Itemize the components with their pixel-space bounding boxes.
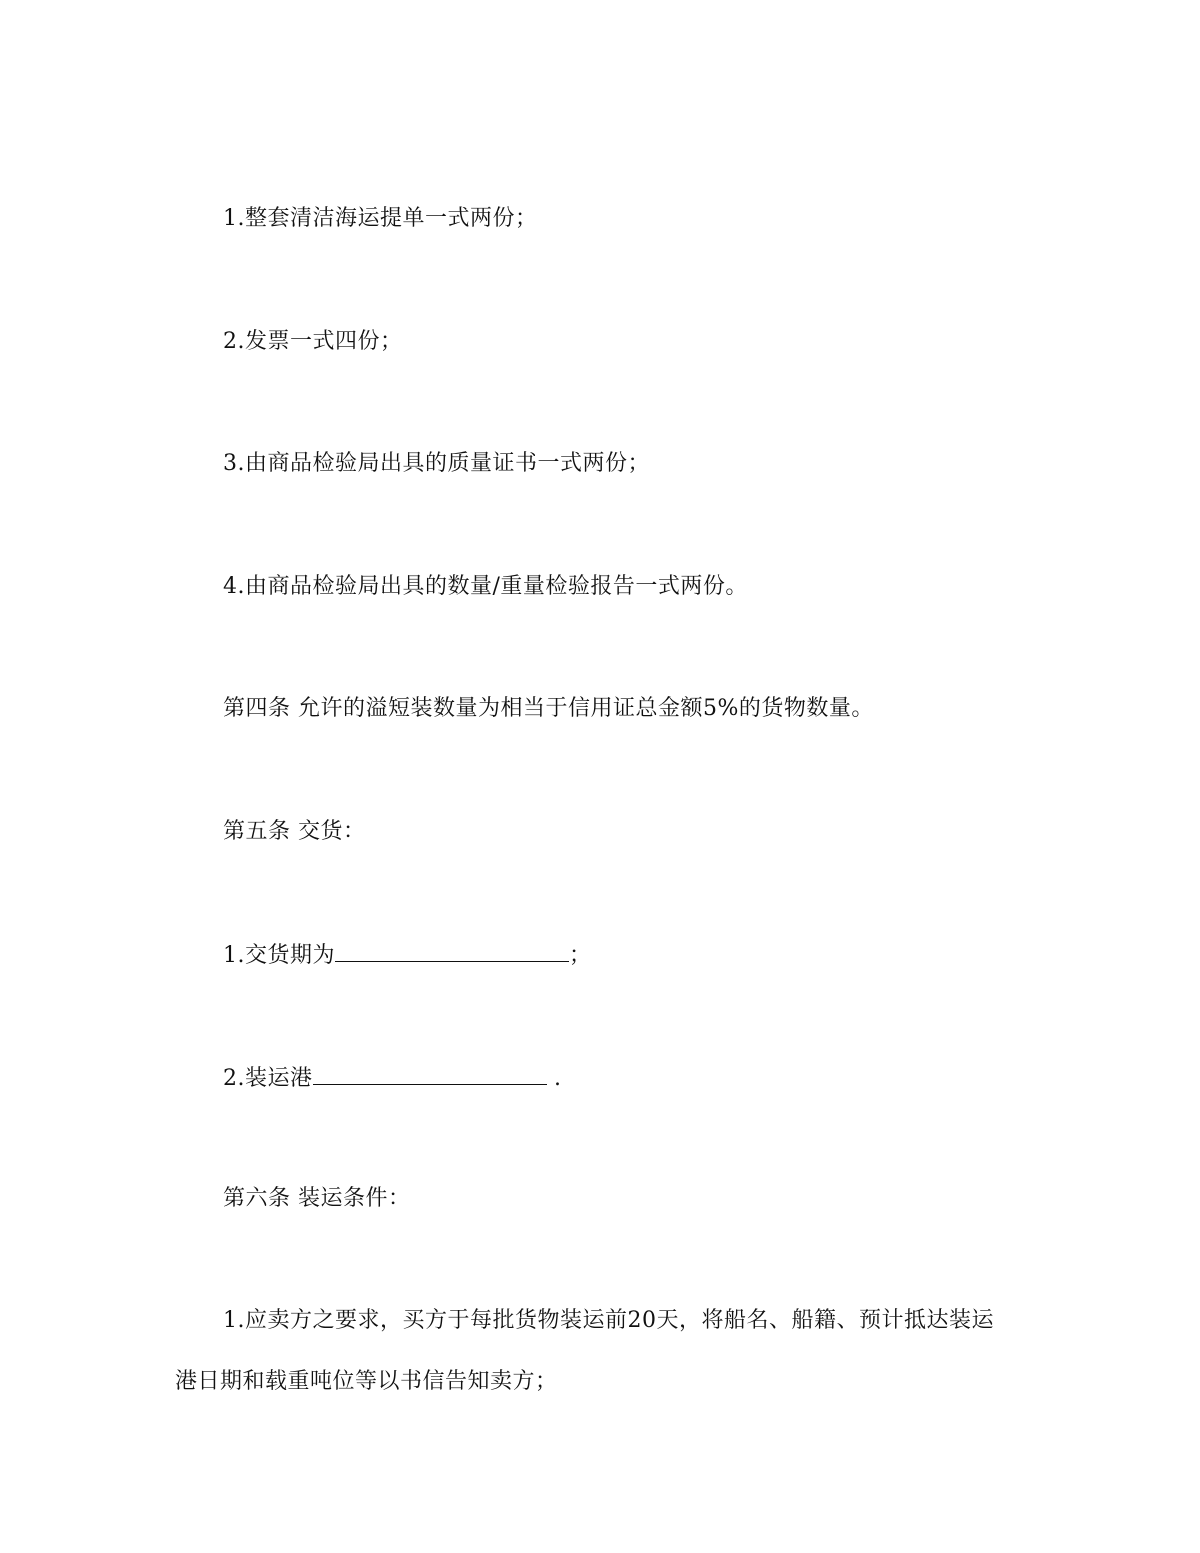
- shipping-condition-1-line1: 1.应卖方之要求，买方于每批货物装运前20天，将船名、船籍、预计抵达装运: [223, 1308, 994, 1333]
- loading-port-label: 2.装运港: [223, 1066, 313, 1091]
- delivery-period-blank[interactable]: [335, 939, 569, 962]
- doc-item-quality-certificate: 3.由商品检验局出具的质量证书一式两份；: [223, 451, 650, 476]
- doc-item-inspection-report: 4.由商品检验局出具的数量/重量检验报告一式两份。: [223, 574, 748, 599]
- delivery-period-line: [223, 939, 592, 971]
- loading-port-blank[interactable]: [313, 1062, 547, 1085]
- article-5-heading: 第五条 交货：: [223, 819, 366, 844]
- shipping-condition-1-line2: 港日期和载重吨位等以书信告知卖方；: [175, 1369, 558, 1394]
- delivery-period-end: ；: [569, 943, 592, 968]
- article-6-heading: 第六条 装运条件：: [223, 1186, 411, 1211]
- article-4-text: 第四条 允许的溢短装数量为相当于信用证总金额5%的货物数量。: [223, 696, 874, 721]
- doc-item-invoice: 2.发票一式四份；: [223, 329, 403, 354]
- delivery-period-label: 1.交货期为: [223, 943, 335, 968]
- loading-port-line: [223, 1062, 562, 1094]
- doc-item-bill-of-lading: 1.整套清洁海运提单一式两份；: [223, 206, 538, 231]
- loading-port-end: .: [546, 1066, 562, 1091]
